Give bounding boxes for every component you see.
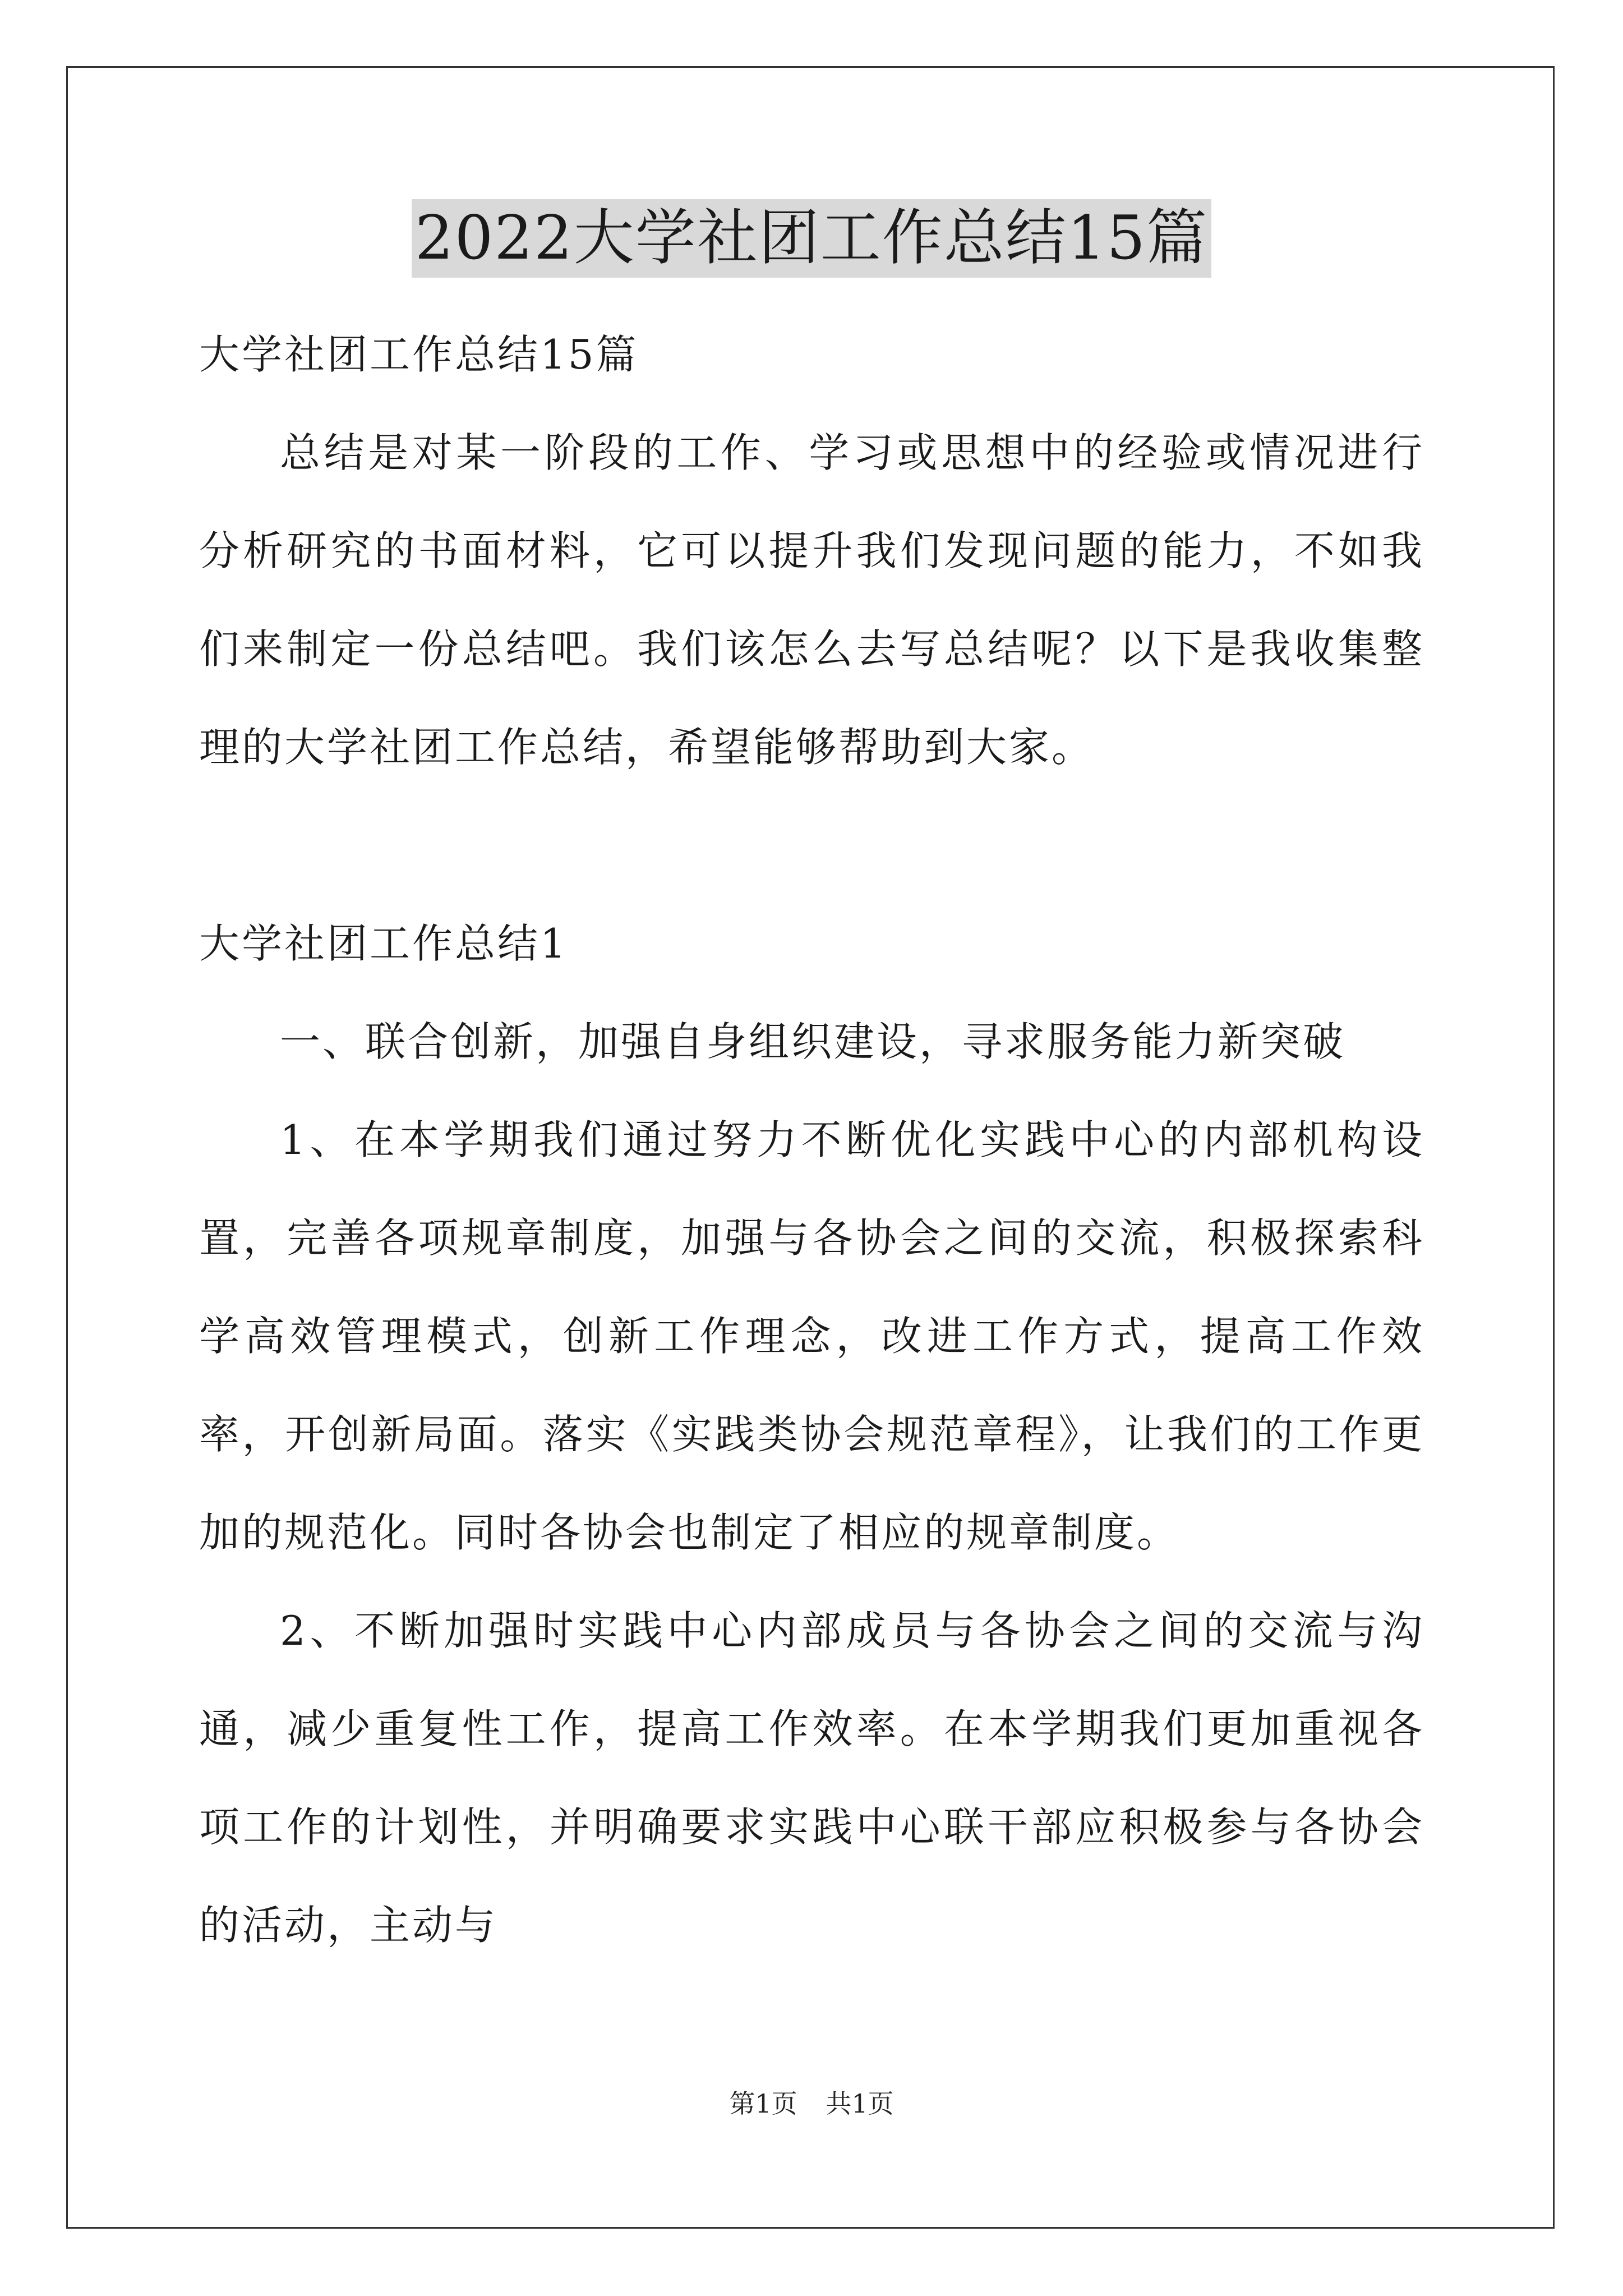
intro-paragraph: 总结是对某一阶段的工作、学习或思想中的经验或情况进行分析研究的书面材料，它可以提升我们发现问题的能力，不如我们来制定一份总结吧。我们该怎么去写总结呢？以下是我收集整理的大学社团工作总结，希望能够帮助到大家。 xyxy=(199,429,1424,771)
document-body xyxy=(199,306,1424,1975)
subtitle-line: 大学社团工作总结15篇 xyxy=(199,331,639,378)
page-total: 共1页 xyxy=(826,2088,894,2119)
subsection-heading: 一、联合创新，加强自身组织建设，寻求服务能力新突破 xyxy=(280,1018,1346,1065)
body-paragraph-2: 2、不断加强时实践中心内部成员与各协会之间的交流与沟通，减少重复性工作，提高工作效率。在本学期我们更加重视各项工作的计划性，并明确要求实践中心联干部应积极参与各协会的活动，主动与 xyxy=(199,1607,1424,1949)
section-heading: 大学社团工作总结1 xyxy=(199,920,568,967)
title-container xyxy=(0,199,1623,278)
document-title: 2022大学社团工作总结15篇 xyxy=(412,199,1211,278)
paragraph-gap xyxy=(199,797,1424,895)
page-number: 第1页 xyxy=(729,2088,797,2119)
page-footer xyxy=(0,2087,1623,2120)
body-paragraph-1: 1、在本学期我们通过努力不断优化实践中心的内部机构设置，完善各项规章制度，加强与各协会之间的交流，积极探索科学高效管理模式，创新工作理念，改进工作方式，提高工作效率，开创新局面。落实《实践类协会规范章程》，让我们的工作更加的规范化。同时各协会也制定了相应的规章制度。 xyxy=(199,1116,1424,1556)
